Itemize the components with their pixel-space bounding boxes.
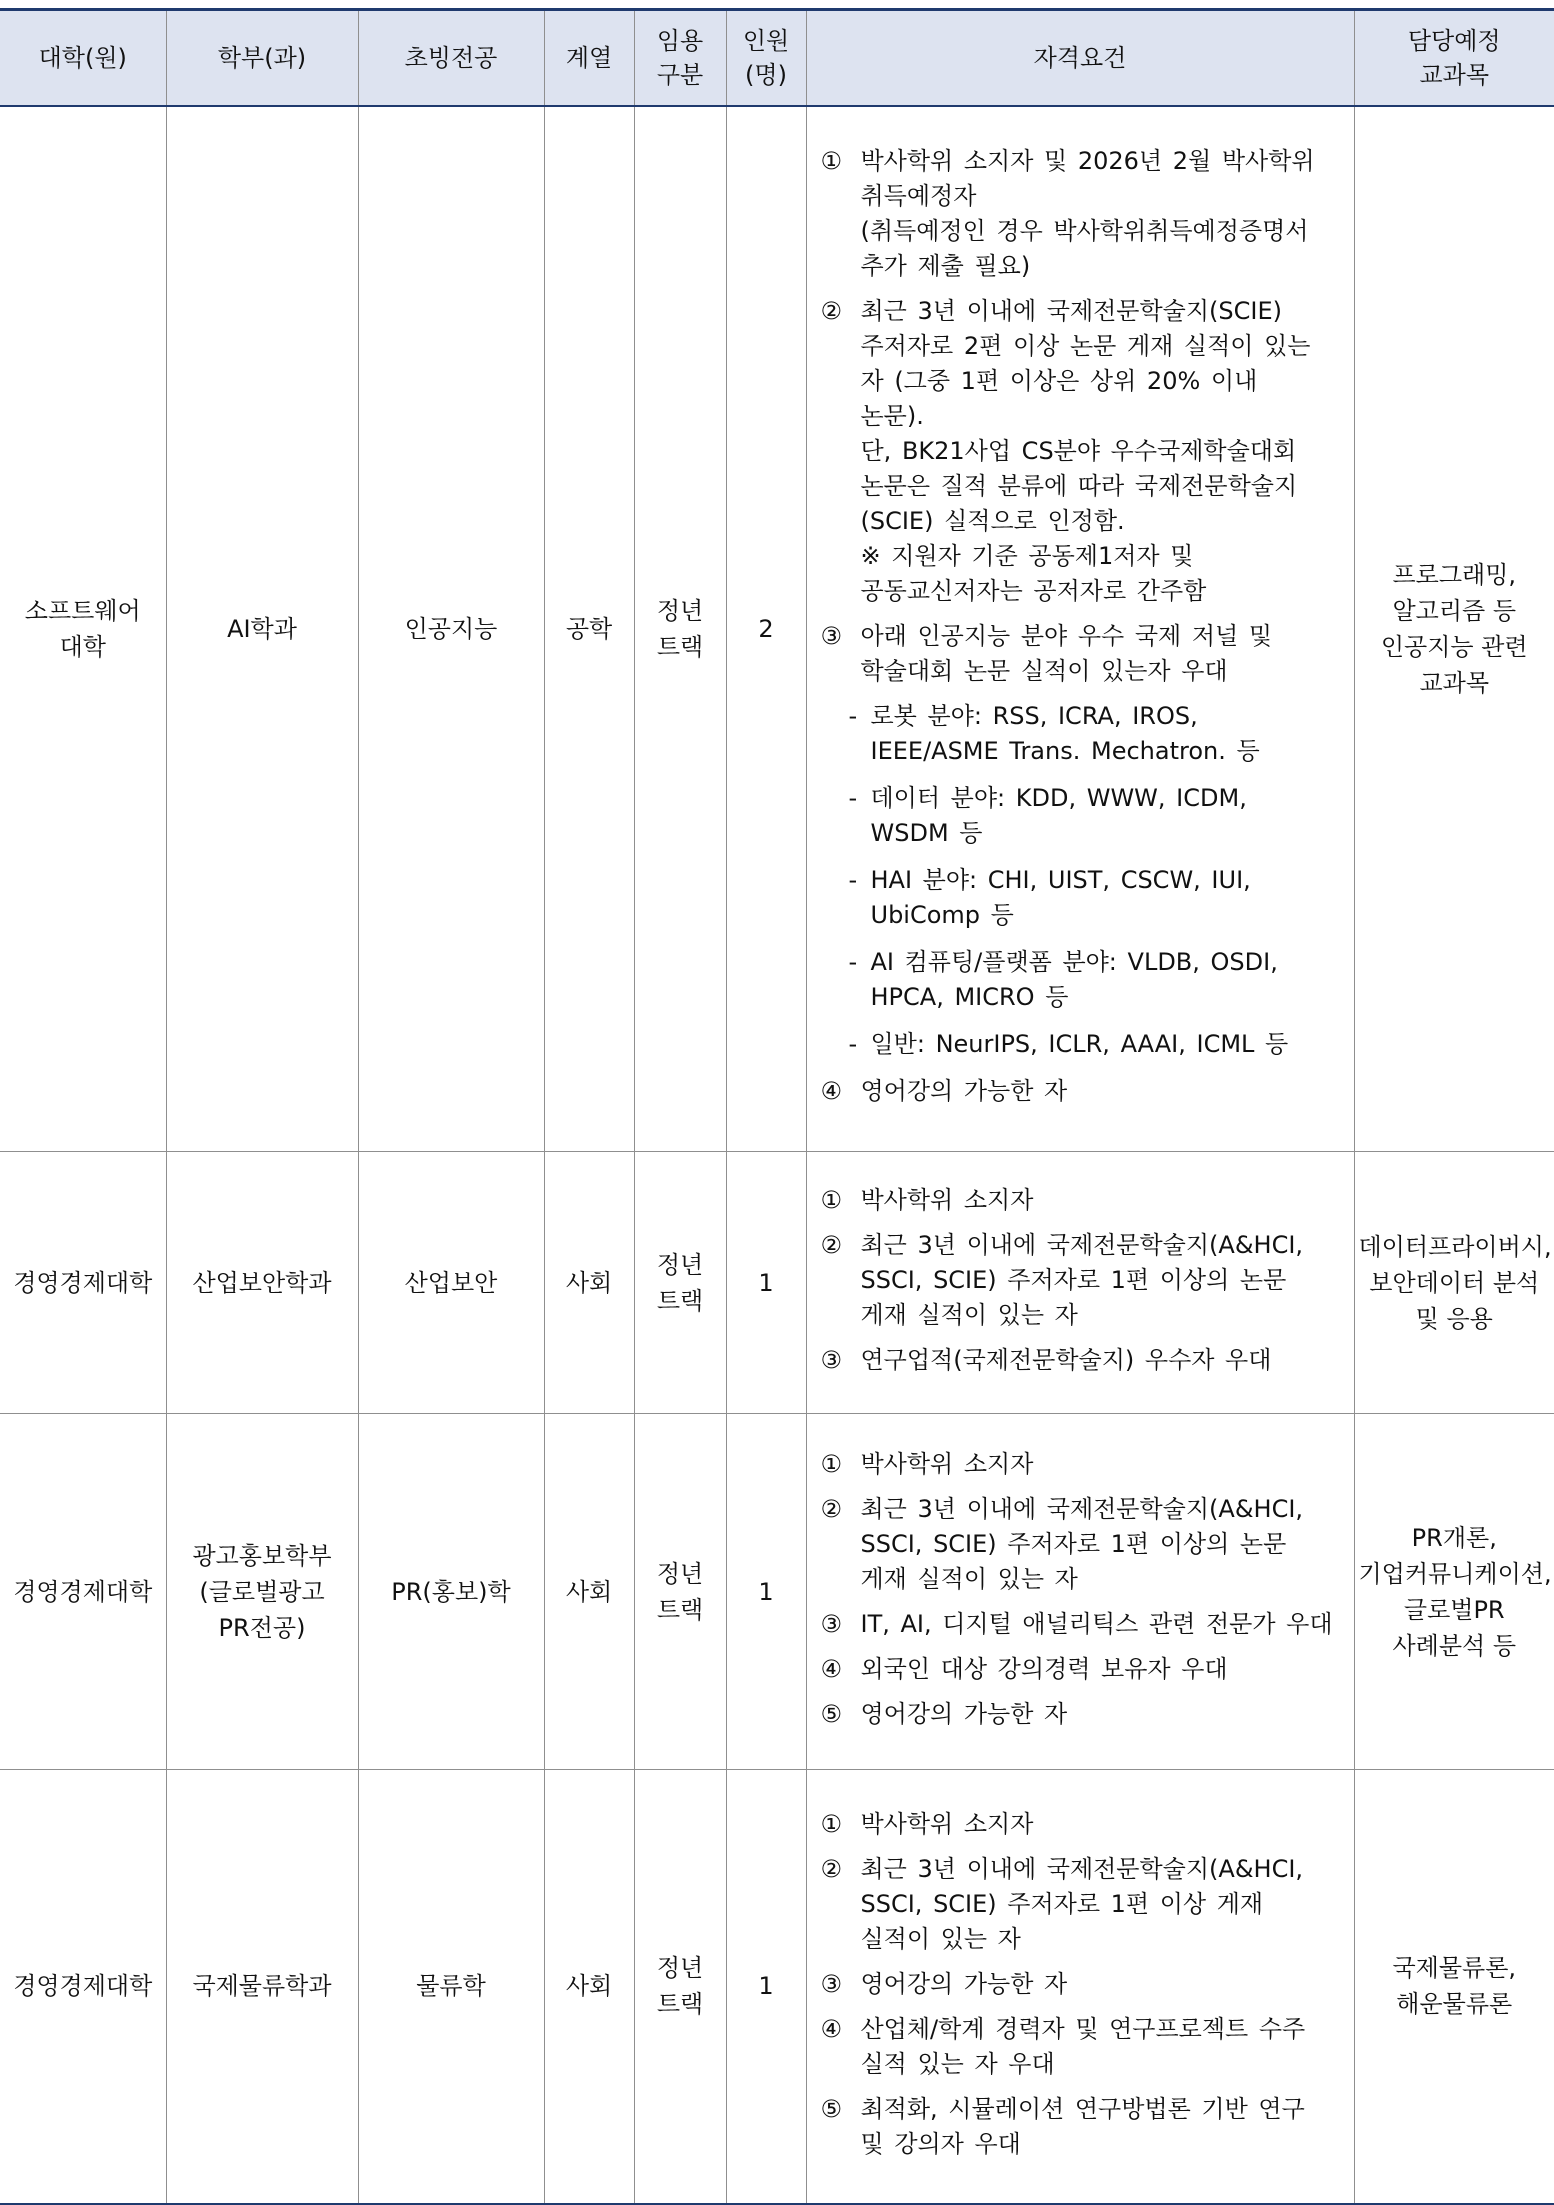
item-text: 최근 3년 이내에 국제전문학술지(A&HCI, SSCI, SCIE) 주저자로 1편 이상 게재 실적이 있는 자 <box>860 1854 1304 1953</box>
item-text: 박사학위 소지자 <box>860 1186 1034 1214</box>
item-text: 영어강의 가능한 자 <box>860 1700 1068 1728</box>
header-field: 계열 <box>544 10 634 106</box>
cell-college: 경영경제대학 <box>0 1770 166 2204</box>
qualification-item <box>821 1343 1338 1378</box>
item-text: 최근 3년 이내에 국제전문학술지(SCIE) 주저자로 2편 이상 논문 게재 실적이 있는 자 (그중 1편 이상은 상위 20% 이내 논문). 단, BK21사업 CS분야 우수국제학술대회 논문은 질적 분류에 따라 국제전문학술지 (SCIE) 실적으로 인정함. ※ 지원자 기준 공동제1저자 및 공동교신저자는 공저자로 간주함 <box>860 297 1311 606</box>
qualification-item <box>821 1652 1338 1687</box>
item-marker: ④ <box>820 2014 843 2043</box>
item-text: 박사학위 소지자 및 2026년 2월 박사학위 취득예정자 (취득예정인 경우 박사학위취득예정증명서 추가 제출 필요) <box>860 147 1315 281</box>
cell-department: 광고홍보학부 (글로벌광고 PR전공) <box>166 1414 358 1770</box>
cell-major: 인공지능 <box>358 106 544 1152</box>
cell-major: PR(홍보)학 <box>358 1414 544 1770</box>
qualification-item <box>821 619 1338 689</box>
table-body <box>0 106 1554 2204</box>
qualification-item <box>821 1807 1338 1842</box>
item-marker: ① <box>820 1450 843 1478</box>
cell-qualifications <box>806 1152 1354 1414</box>
cell-college: 경영경제대학 <box>0 1152 166 1414</box>
item-text: 최적화, 시뮬레이션 연구방법론 기반 연구 및 강의자 우대 <box>860 2094 1305 2158</box>
sub-item-text: HAI 분야: CHI, UIST, CSCW, IUI, UbiComp 등 <box>870 866 1251 930</box>
item-text: 최근 3년 이내에 국제전문학술지(A&HCI, SSCI, SCIE) 주저자로 1편 이상의 논문 게재 실적이 있는 자 <box>860 1495 1304 1593</box>
item-marker: ② <box>820 1854 843 1883</box>
qualification-item <box>821 1852 1338 1957</box>
cell-qualifications <box>806 106 1354 1152</box>
item-text: 최근 3년 이내에 국제전문학술지(A&HCI, SSCI, SCIE) 주저자로 1편 이상의 논문 게재 실적이 있는 자 <box>860 1231 1304 1329</box>
cell-college: 소프트웨어 대학 <box>0 106 166 1152</box>
header-row <box>0 10 1554 106</box>
item-marker: ① <box>820 1809 843 1838</box>
cell-headcount: 1 <box>726 1152 806 1414</box>
recruitment-table-container <box>0 8 1554 2205</box>
header-major: 초빙전공 <box>358 10 544 106</box>
header-headcount: 인원 (명) <box>726 10 806 106</box>
sub-item-text: 데이터 분야: KDD, WWW, ICDM, WSDM 등 <box>870 784 1247 848</box>
cell-appointment-type: 정년 트랙 <box>634 1152 726 1414</box>
faculty-recruitment-table <box>0 8 1554 2205</box>
item-marker: ④ <box>820 1077 843 1106</box>
conference-sub-item <box>849 1027 1338 1062</box>
table-row <box>0 106 1554 1152</box>
cell-field: 사회 <box>544 1770 634 2204</box>
cell-subjects: 데이터프라이버시, 보안데이터 분석 및 응용 <box>1354 1152 1554 1414</box>
sub-item-text: 일반: NeurIPS, ICLR, AAAI, ICML 등 <box>870 1030 1289 1059</box>
qualification-item <box>821 144 1338 284</box>
header-department: 학부(과) <box>166 10 358 106</box>
item-text: 아래 인공지능 분야 우수 국제 저널 및 학술대회 논문 실적이 있는자 우대 <box>860 622 1273 686</box>
conference-sub-item <box>849 863 1338 933</box>
item-marker: ③ <box>820 1346 843 1374</box>
item-marker: ⑤ <box>820 2094 843 2123</box>
item-marker: ③ <box>820 622 843 651</box>
item-marker: ② <box>820 297 843 326</box>
qualification-item <box>821 2012 1338 2082</box>
conference-sub-item <box>849 945 1338 1015</box>
qualification-item <box>821 1183 1338 1218</box>
item-marker: ① <box>820 147 843 176</box>
qualification-item <box>821 1074 1338 1109</box>
item-text: IT, AI, 디지털 애널리틱스 관련 전문가 우대 <box>860 1610 1333 1638</box>
item-text: 연구업적(국제전문학술지) 우수자 우대 <box>860 1346 1272 1374</box>
item-text: 산업체/학계 경력자 및 연구프로젝트 수주 실적 있는 자 우대 <box>860 2014 1306 2078</box>
conference-sub-item <box>849 699 1338 769</box>
qualification-item <box>821 1228 1338 1333</box>
item-text: 영어강의 가능한 자 <box>860 1077 1068 1106</box>
sub-item-text: AI 컴퓨팅/플랫폼 분야: VLDB, OSDI, HPCA, MICRO 등 <box>870 948 1278 1012</box>
item-marker: ③ <box>820 1610 843 1638</box>
item-text: 영어강의 가능한 자 <box>860 1969 1068 1998</box>
cell-department: AI학과 <box>166 106 358 1152</box>
qualification-item <box>821 2092 1338 2162</box>
cell-qualifications <box>806 1414 1354 1770</box>
dash-marker: - <box>848 866 858 895</box>
cell-headcount: 2 <box>726 106 806 1152</box>
cell-qualifications <box>806 1770 1354 2204</box>
cell-subjects: PR개론, 기업커뮤니케이션, 글로벌PR 사례분석 등 <box>1354 1414 1554 1770</box>
dash-marker: - <box>848 948 858 977</box>
table-row <box>0 1414 1554 1770</box>
item-marker: ② <box>820 1231 843 1259</box>
cell-college: 경영경제대학 <box>0 1414 166 1770</box>
table-row <box>0 1770 1554 2204</box>
cell-subjects: 국제물류론, 해운물류론 <box>1354 1770 1554 2204</box>
item-marker: ③ <box>820 1969 843 1998</box>
cell-appointment-type: 정년 트랙 <box>634 1770 726 2204</box>
item-marker: ⑤ <box>820 1700 843 1728</box>
cell-appointment-type: 정년 트랙 <box>634 1414 726 1770</box>
cell-headcount: 1 <box>726 1770 806 2204</box>
item-marker: ① <box>820 1186 843 1214</box>
qualification-item <box>821 294 1338 609</box>
dash-marker: - <box>848 1030 858 1059</box>
cell-subjects: 프로그래밍, 알고리즘 등 인공지능 관련 교과목 <box>1354 106 1554 1152</box>
item-marker: ② <box>820 1495 843 1523</box>
header-qualifications: 자격요건 <box>806 10 1354 106</box>
qualification-item <box>821 1492 1338 1597</box>
cell-field: 사회 <box>544 1414 634 1770</box>
header-college: 대학(원) <box>0 10 166 106</box>
dash-marker: - <box>848 784 858 813</box>
qualification-item <box>821 1447 1338 1482</box>
table-header <box>0 10 1554 106</box>
item-text: 박사학위 소지자 <box>860 1809 1034 1838</box>
cell-headcount: 1 <box>726 1414 806 1770</box>
conference-sub-item <box>849 781 1338 851</box>
cell-field: 사회 <box>544 1152 634 1414</box>
qualification-item <box>821 1607 1338 1642</box>
cell-major: 산업보안 <box>358 1152 544 1414</box>
cell-major: 물류학 <box>358 1770 544 2204</box>
sub-item-text: 로봇 분야: RSS, ICRA, IROS, IEEE/ASME Trans. Mechatron. 등 <box>870 702 1260 766</box>
item-marker: ④ <box>820 1655 843 1683</box>
dash-marker: - <box>848 702 858 731</box>
cell-appointment-type: 정년 트랙 <box>634 106 726 1152</box>
cell-field: 공학 <box>544 106 634 1152</box>
cell-department: 산업보안학과 <box>166 1152 358 1414</box>
cell-department: 국제물류학과 <box>166 1770 358 2204</box>
item-text: 박사학위 소지자 <box>860 1450 1034 1478</box>
header-appointment-type: 임용 구분 <box>634 10 726 106</box>
table-row <box>0 1152 1554 1414</box>
header-subjects: 담당예정 교과목 <box>1354 10 1554 106</box>
item-text: 외국인 대상 강의경력 보유자 우대 <box>860 1655 1228 1683</box>
qualification-item <box>821 1967 1338 2002</box>
qualification-item <box>821 1697 1338 1732</box>
